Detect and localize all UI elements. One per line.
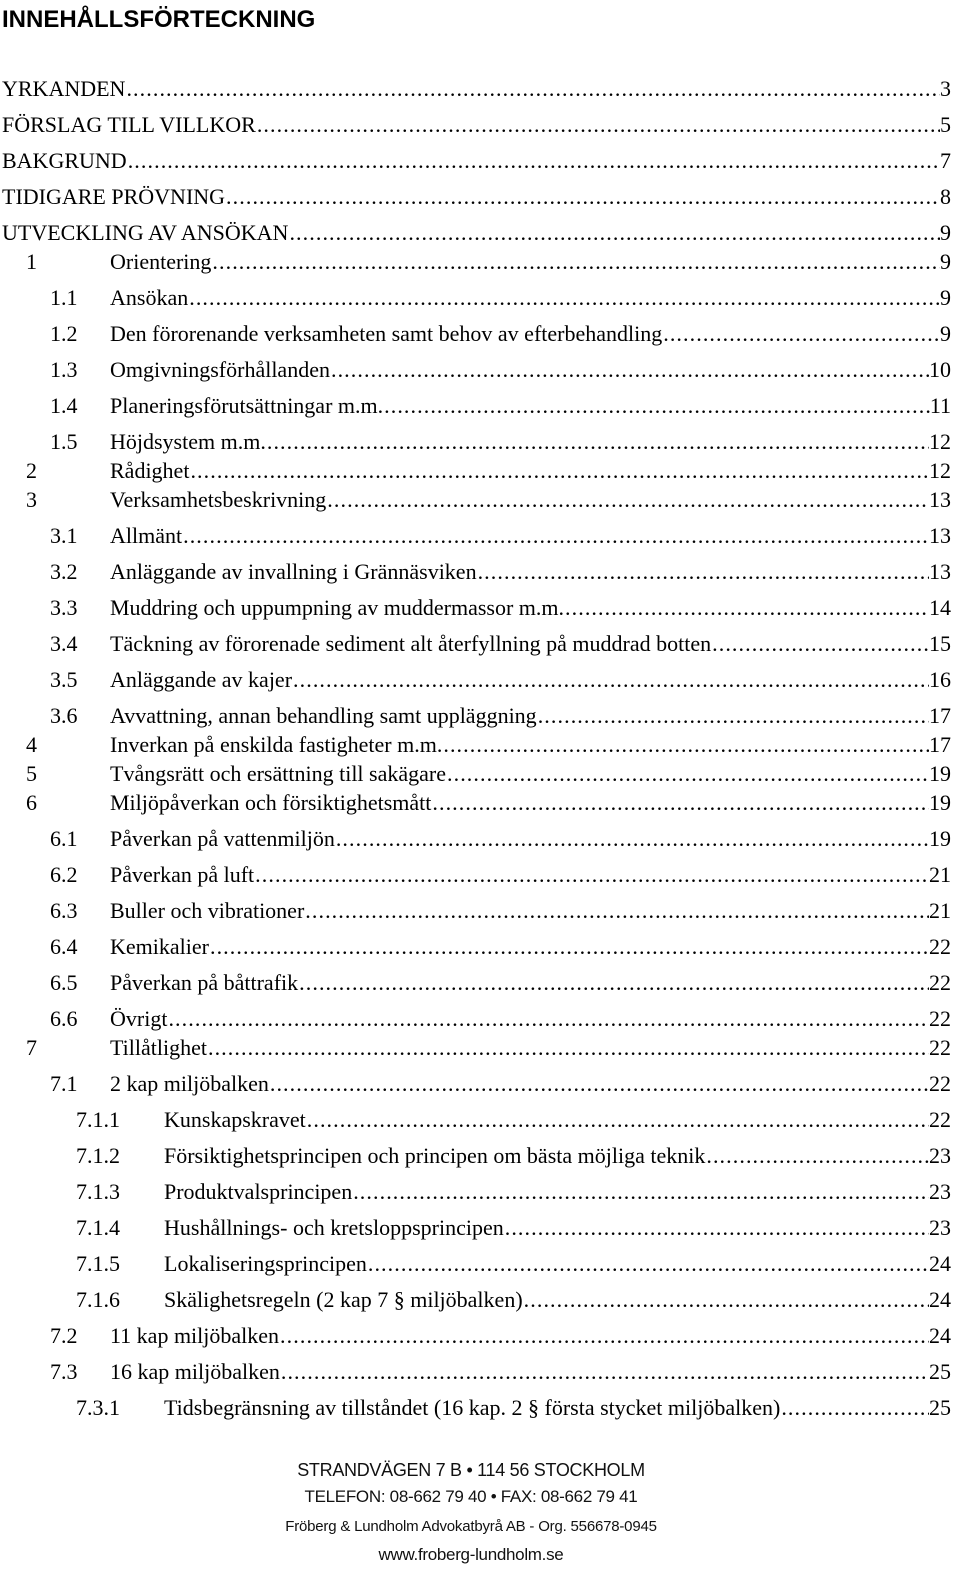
toc-entry-label: 11 kap miljöbalken [110, 1323, 280, 1348]
toc-entry-page-number: 12 [929, 458, 951, 483]
dot-leader [330, 356, 929, 384]
toc-entry-page-number: 9 [940, 285, 951, 310]
toc-entry-number: 3.4 [50, 631, 78, 656]
toc-entry-page-number: 23 [929, 1179, 951, 1204]
toc-entry-label: Muddring och uppumpning av muddermassor m.m. [110, 595, 565, 620]
toc-entry-label: Påverkan på båttrafik [110, 970, 299, 995]
toc-entry-label: FÖRSLAG TILL VILLKOR [2, 112, 256, 137]
toc-entry-page-number: 22 [929, 934, 951, 959]
toc-entry[interactable] [0, 861, 951, 889]
dot-leader [207, 1034, 929, 1062]
toc-entry-number: 7.1.4 [76, 1215, 120, 1240]
toc-entry-number: 1 [26, 249, 37, 274]
dot-leader [182, 522, 929, 550]
toc-entry-page-number: 23 [929, 1215, 951, 1240]
toc-entry[interactable] [0, 522, 951, 550]
toc-entry-page-number: 7 [940, 148, 951, 173]
toc-entry[interactable] [0, 666, 951, 694]
toc-entry[interactable] [0, 760, 951, 788]
dot-leader [352, 1178, 929, 1206]
dot-leader [254, 861, 929, 889]
dot-leader [780, 1394, 929, 1422]
toc-entry-page-number: 24 [929, 1323, 951, 1348]
toc-entry-label: UTVECKLING AV ANSÖKAN [2, 220, 289, 245]
toc-entry[interactable] [0, 183, 951, 211]
toc-entry[interactable] [0, 731, 951, 759]
toc-entry-label: Tvångsrätt och ersättning till sakägare [110, 761, 446, 786]
dot-leader [125, 75, 940, 103]
toc-entry-label: Tillåtlighet [110, 1035, 207, 1060]
toc-entry-page-number: 22 [929, 1071, 951, 1096]
dot-leader [188, 284, 940, 312]
dot-leader [431, 789, 929, 817]
toc-entry-label: Övrigt [110, 1006, 168, 1031]
toc-entry-page-number: 14 [929, 595, 951, 620]
toc-entry[interactable] [0, 1142, 951, 1170]
toc-entry-page-number: 22 [929, 1035, 951, 1060]
toc-entry-label: Produktvalsprincipen [164, 1179, 353, 1204]
toc-entry-label: Avvattning, annan behandling samt uppläggning [110, 703, 537, 728]
toc-entry-page-number: 21 [929, 898, 951, 923]
toc-entry-label: Rådighet [110, 458, 190, 483]
toc-entry-page-number: 13 [929, 487, 951, 512]
toc-entry[interactable] [0, 1358, 951, 1386]
toc-entry-number: 3.3 [50, 595, 78, 620]
toc-entry-page-number: 9 [940, 321, 951, 346]
toc-entry-page-number: 10 [929, 357, 951, 382]
toc-entry[interactable] [0, 1394, 951, 1422]
toc-entry-page-number: 24 [929, 1251, 951, 1276]
dot-leader [477, 558, 929, 586]
toc-entry-page-number: 5 [940, 112, 951, 137]
footer-website: www.froberg-lundholm.se [378, 1545, 564, 1564]
toc-entry-number: 7.3 [50, 1359, 78, 1384]
toc-entry-number: 6.3 [50, 898, 78, 923]
toc-entry-label: YRKANDEN [2, 76, 126, 101]
toc-entry-number: 1.4 [50, 393, 78, 418]
toc-entry-label: Höjdsystem m.m. [110, 429, 266, 454]
toc-entry-label: Täckning av förorenade sediment alt återfyllning på muddrad botten [110, 631, 712, 656]
toc-entry-label: Verksamhetsbeskrivning [110, 487, 327, 512]
toc-entry-page-number: 8 [940, 184, 951, 209]
dot-leader [446, 760, 929, 788]
toc-entry[interactable] [0, 457, 951, 485]
toc-entry-label: Tidsbegränsning av tillståndet (16 kap. 2 § första stycket miljöbalken) [164, 1395, 781, 1420]
toc-entry-label: TIDIGARE PRÖVNING [2, 184, 226, 209]
toc-entry-number: 6 [26, 790, 37, 815]
toc-entry[interactable] [0, 356, 951, 384]
toc-entry-label: Buller och vibrationer [110, 898, 305, 923]
toc-entry-page-number: 22 [929, 1006, 951, 1031]
toc-entry[interactable] [0, 1250, 951, 1278]
dot-leader [326, 486, 929, 514]
toc-entry-label: Kemikalier [110, 934, 209, 959]
toc-entry[interactable] [0, 1322, 951, 1350]
toc-entry[interactable] [0, 320, 951, 348]
toc-entry[interactable] [0, 1106, 951, 1134]
dot-leader [367, 1250, 929, 1278]
toc-entry[interactable] [0, 630, 951, 658]
dot-leader [292, 666, 929, 694]
toc-entry-label: Kunskapskravet [164, 1107, 306, 1132]
dot-leader [662, 320, 940, 348]
dot-leader [256, 111, 940, 139]
toc-entry-number: 4 [26, 732, 37, 757]
toc-entry-number: 1.1 [50, 285, 78, 310]
dot-leader [225, 183, 940, 211]
toc-entry[interactable] [0, 75, 951, 103]
dot-leader [298, 969, 929, 997]
toc-entry[interactable] [0, 594, 951, 622]
toc-entry-page-number: 24 [929, 1287, 951, 1312]
toc-entry-label: Orientering [110, 249, 212, 274]
toc-entry-number: 1.3 [50, 357, 78, 382]
toc-entry-number: 7.1.2 [76, 1143, 120, 1168]
toc-entry[interactable] [0, 897, 951, 925]
letterhead-footer [0, 1455, 960, 1570]
toc-entry-page-number: 9 [940, 249, 951, 274]
dot-leader [711, 630, 929, 658]
dot-leader [167, 1005, 929, 1033]
toc-entry[interactable] [0, 284, 951, 312]
dot-leader [306, 1106, 929, 1134]
dot-leader [269, 1070, 929, 1098]
toc-entry-number: 7.3.1 [76, 1395, 120, 1420]
toc-entry-number: 3.2 [50, 559, 78, 584]
toc-entry-label: Planeringsförutsättningar m.m. [110, 393, 384, 418]
dot-leader [705, 1142, 929, 1170]
toc-entry[interactable] [0, 969, 951, 997]
toc-entry-label: Påverkan på vattenmiljön [110, 826, 335, 851]
toc-entry-label: Ansökan [110, 285, 189, 310]
toc-entry-page-number: 17 [929, 732, 951, 757]
toc-entry-page-number: 19 [929, 790, 951, 815]
toc-entry[interactable] [0, 1178, 951, 1206]
toc-entry-number: 7.1.3 [76, 1179, 120, 1204]
toc-entry-page-number: 25 [929, 1395, 951, 1420]
dot-leader [209, 933, 929, 961]
toc-entry-number: 7.1.5 [76, 1251, 120, 1276]
toc-entry-page-number: 13 [929, 559, 951, 584]
toc-entry-page-number: 3 [940, 76, 951, 101]
dot-leader [279, 1322, 929, 1350]
toc-entry[interactable] [0, 825, 951, 853]
toc-entry-number: 5 [26, 761, 37, 786]
dot-leader [442, 731, 929, 759]
toc-entry-page-number: 17 [929, 703, 951, 728]
dot-leader [504, 1214, 929, 1242]
toc-entry[interactable] [0, 428, 951, 456]
toc-entry-label: Allmänt [110, 523, 183, 548]
toc-entry-page-number: 13 [929, 523, 951, 548]
toc-entry-number: 3 [26, 487, 37, 512]
toc-entry-label: Inverkan på enskilda fastigheter m.m. [110, 732, 443, 757]
dot-leader [266, 428, 929, 456]
toc-entry-label: Den förorenande verksamheten samt behov av efterbehandling [110, 321, 663, 346]
toc-entry-label: Hushållnings- och kretsloppsprincipen [164, 1215, 504, 1240]
toc-entry-number: 1.5 [50, 429, 78, 454]
toc-entry-page-number: 19 [929, 826, 951, 851]
footer-phone: TELEFON: 08-662 79 40 • FAX: 08-662 79 41 [304, 1487, 638, 1506]
footer-address: STRANDVÄGEN 7 B • 114 56 STOCKHOLM [297, 1460, 645, 1480]
dot-leader [280, 1358, 929, 1386]
toc-entry-label: Skälighetsregeln (2 kap 7 § miljöbalken) [164, 1287, 523, 1312]
dot-leader [564, 594, 929, 622]
toc-entry-page-number: 12 [929, 429, 951, 454]
toc-entry-page-number: 23 [929, 1143, 951, 1168]
toc-entry[interactable] [0, 933, 951, 961]
dot-leader [335, 825, 929, 853]
footer-company: Fröberg & Lundholm Advokatbyrå AB - Org. 556678-0945 [285, 1518, 657, 1535]
toc-entry-label: 16 kap miljöbalken [110, 1359, 280, 1384]
toc-entry-label: Miljöpåverkan och försiktighetsmått [110, 790, 432, 815]
toc-entry[interactable] [0, 248, 951, 276]
toc-entry-label: Påverkan på luft [110, 862, 255, 887]
dot-leader [189, 457, 929, 485]
toc-entry[interactable] [0, 1214, 951, 1242]
toc-entry-page-number: 16 [929, 667, 951, 692]
toc-entry-page-number: 22 [929, 1107, 951, 1132]
toc-entry-number: 6.5 [50, 970, 78, 995]
toc-entry-number: 6.6 [50, 1006, 78, 1031]
toc-entry-label: BAKGRUND [2, 148, 127, 173]
toc-entry-number: 6.2 [50, 862, 78, 887]
toc-entry[interactable] [0, 147, 951, 175]
dot-leader [127, 147, 940, 175]
toc-entry[interactable] [0, 558, 951, 586]
toc-entry[interactable] [0, 702, 951, 730]
toc-entry[interactable] [0, 1005, 951, 1033]
toc-entry-label: Anläggande av kajer [110, 667, 293, 692]
page-title: INNEHÅLLSFÖRTECKNING [2, 6, 316, 33]
toc-entry[interactable] [0, 1034, 951, 1062]
toc-entry-label: Omgivningsförhållanden [110, 357, 330, 382]
dot-leader [288, 219, 940, 247]
toc-entry-number: 3.5 [50, 667, 78, 692]
dot-leader [304, 897, 929, 925]
toc-entry[interactable] [0, 392, 951, 420]
toc-entry-page-number: 15 [929, 631, 951, 656]
dot-leader [523, 1286, 929, 1314]
dot-leader [537, 702, 929, 730]
toc-entry[interactable] [0, 219, 951, 247]
toc-entry[interactable] [0, 1070, 951, 1098]
toc-entry-number: 2 [26, 458, 37, 483]
toc-entry-label: Försiktighetsprincipen och principen om bästa möjliga teknik [164, 1143, 706, 1168]
toc-entry-number: 3.6 [50, 703, 78, 728]
toc-entry[interactable] [0, 111, 951, 139]
toc-entry-label: Anläggande av invallning i Grännäsviken [110, 559, 477, 584]
toc-entry-label: Lokaliseringsprincipen [164, 1251, 367, 1276]
toc-entry[interactable] [0, 486, 951, 514]
toc-entry-number: 1.2 [50, 321, 78, 346]
toc-entry[interactable] [0, 1286, 951, 1314]
toc-entry-page-number: 21 [929, 862, 951, 887]
toc-entry-page-number: 11 [929, 393, 951, 418]
toc-entry-number: 3.1 [50, 523, 78, 548]
toc-entry-number: 6.4 [50, 934, 78, 959]
toc-entry-number: 7.2 [50, 1323, 78, 1348]
toc-entry-number: 7 [26, 1035, 37, 1060]
toc-entry-page-number: 22 [929, 970, 951, 995]
toc-entry-page-number: 25 [929, 1359, 951, 1384]
toc-entry-number: 6.1 [50, 826, 78, 851]
toc-entry-label: 2 kap miljöbalken [110, 1071, 269, 1096]
toc-entry-number: 7.1.6 [76, 1287, 120, 1312]
toc-entry-page-number: 19 [929, 761, 951, 786]
toc-entry-number: 7.1 [50, 1071, 78, 1096]
toc-entry-page-number: 9 [940, 220, 951, 245]
toc-entry[interactable] [0, 789, 951, 817]
dot-leader [211, 248, 940, 276]
toc-entry-number: 7.1.1 [76, 1107, 120, 1132]
dot-leader [383, 392, 930, 420]
